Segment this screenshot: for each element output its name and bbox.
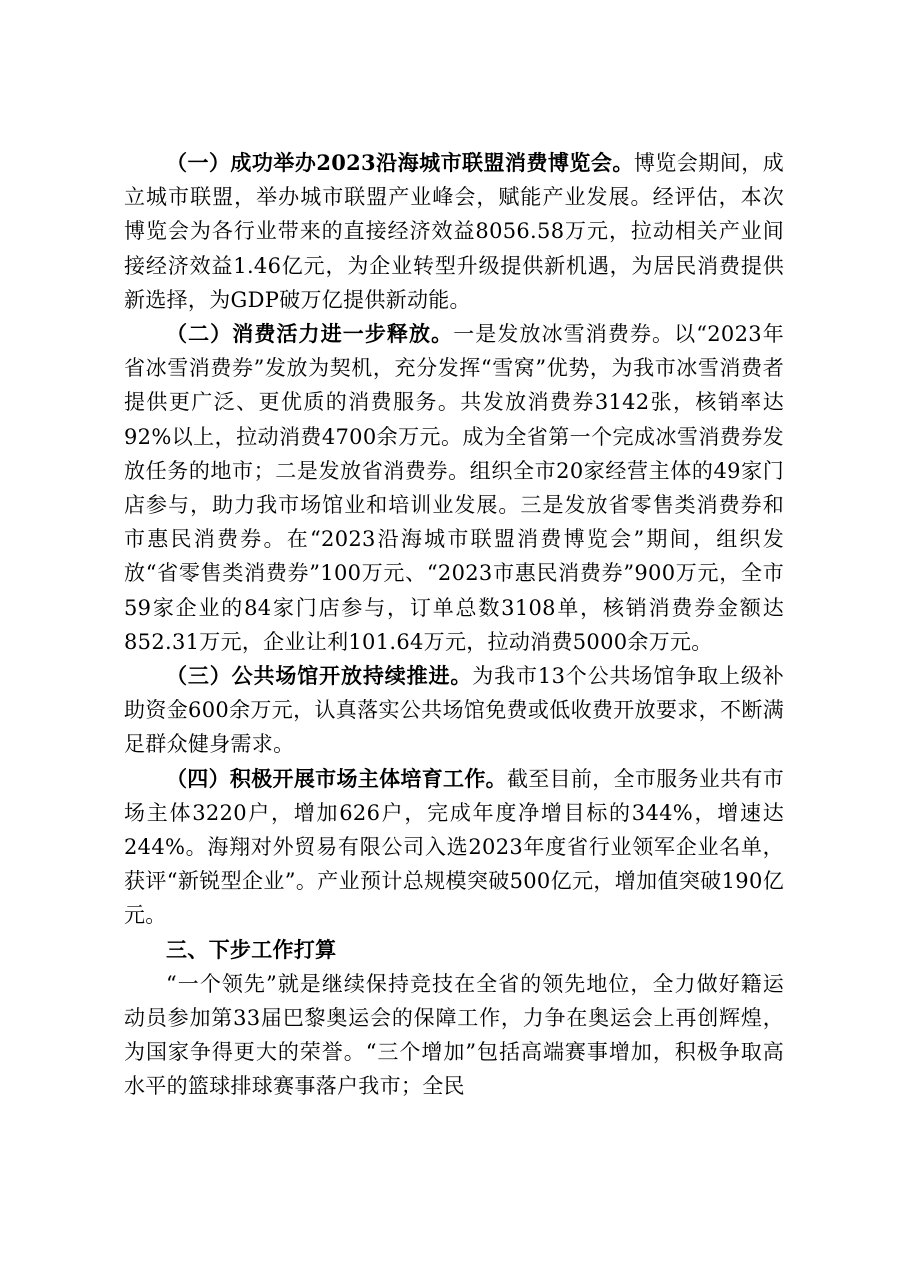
paragraph-expo xyxy=(124,146,784,317)
paragraph-text: 截至目前，全市服务业共有市场主体3220户，增加626户，完成年度净增目标的344%，增速达244%。海翔对外贸易有限公司入选2023年度省行业领军企业名单，获评“新锐型企业”。产业预计总规模突破500亿元，增加值突破190亿元。 xyxy=(124,766,784,928)
paragraph-lead: （二）消费活力进一步释放。 xyxy=(166,321,454,347)
section-heading: 三、下步工作打算 xyxy=(166,936,337,962)
paragraph-public-venues xyxy=(124,659,784,762)
paragraph-next-steps: “一个领先”就是继续保持竞技在全省的领先地位，全力做好籍运动员参加第33届巴黎奥运会的保障工作，力争在奥运会上再创辉煌，为国家争得更大的荣誉。“三个增加”包括高端赛事增加，积极争取高水平的篮球排球赛事落户我市；全民 xyxy=(124,971,784,1099)
paragraph-market-entities xyxy=(124,762,784,933)
paragraph-lead: （三）公共场馆开放持续推进。 xyxy=(166,663,473,689)
paragraph-lead: （一）成功举办2023沿海城市联盟消费博览会。 xyxy=(166,150,634,175)
paragraph-lead: （四）积极开展市场主体培育工作。 xyxy=(166,765,507,791)
paragraph-text: 博览会期间，成立城市联盟，举办城市联盟产业峰会，赋能产业发展。经评估，本次博览会为各行业带来的直接经济效益8056.58万元，拉动相关产业间接经济效益1.46亿元，为企业转型升级提供新机遇，为居民消费提供新选择，为GDP破万亿提供新动能。 xyxy=(124,151,784,312)
paragraph-consumption xyxy=(124,317,784,659)
paragraph-text: 一是发放冰雪消费券。以“2023年省冰雪消费券”发放为契机，充分发挥“雪窝”优势，为我市冰雪消费者提供更广泛、更优质的消费服务。共发放消费券3142张，核销率达92%以上，拉动消费4700余万元。成为全省第一个完成冰雪消费券发放任务的地市；二是发放省消费券。组织全市20家经营主体的49家门店参与，助力我市场馆业和培训业发展。三是发放省零售类消费券和市惠民消费券。在“2023沿海城市联盟消费博览会”期间，组织发放“省零售类消费券”100万元、“2023市惠民消费券”900万元，全市59家企业的84家门店参与，订单总数3108单，核销消费券金额达852.31万元，企业让利101.64万元，拉动消费5000余万元。 xyxy=(124,322,784,654)
document-body xyxy=(124,146,784,1104)
paragraph-text: 为我市13个公共场馆争取上级补助资金600余万元，认真落实公共场馆免费或低收费开放要求，不断满足群众健身需求。 xyxy=(124,664,784,757)
